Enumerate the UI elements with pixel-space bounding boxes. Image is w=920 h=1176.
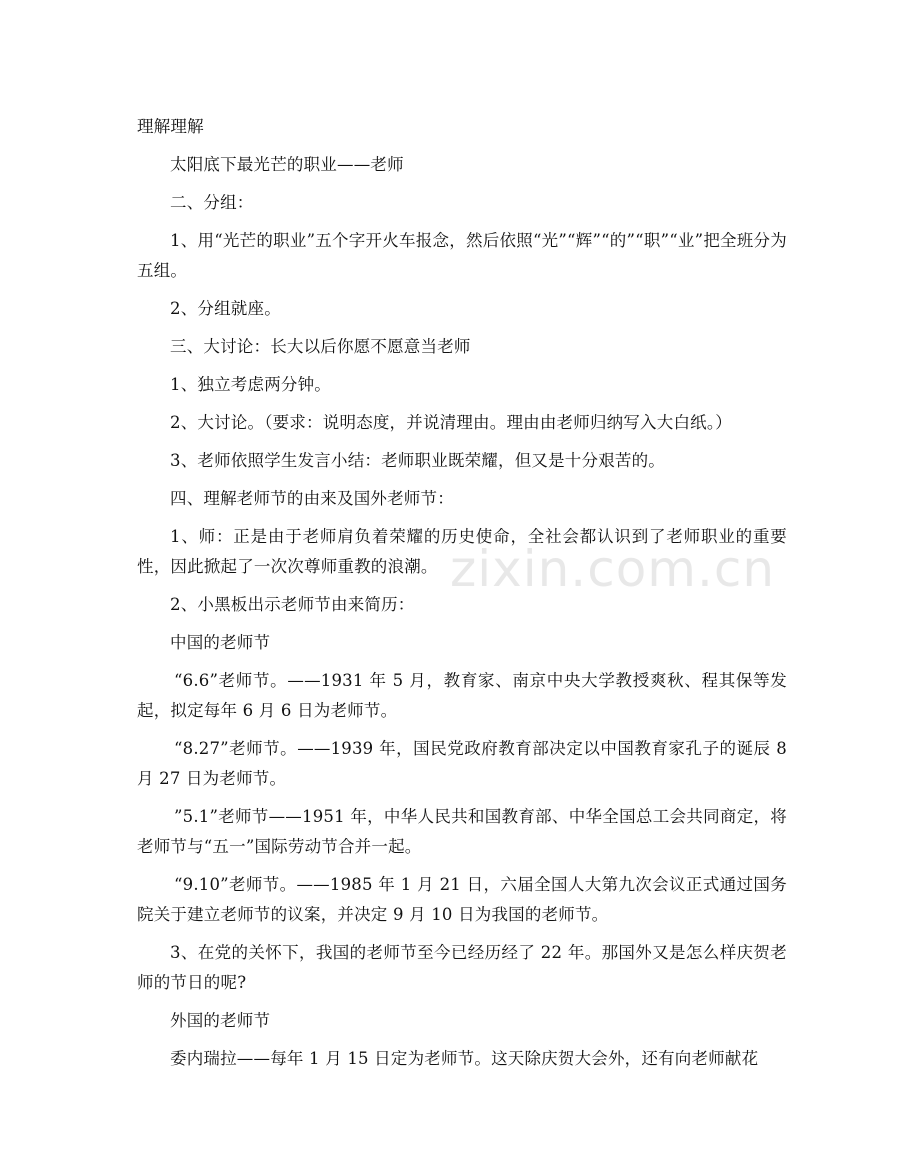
paragraph: 1、独立考虑两分钟。 (170, 375, 331, 394)
paragraph: 太阳底下最光芒的职业——老师 (170, 155, 404, 174)
watermark: zixin.com.cn (450, 540, 776, 598)
paragraph: 1、师：正是由于老师肩负着荣耀的历史使命，全社会都认识到了老师职业的重要性，因此掀起了一次次尊师重教的浪潮。 (137, 527, 787, 576)
paragraph: 2、小黑板出示老师节由来简历： (170, 595, 415, 614)
paragraph: 委内瑞拉——每年 1 月 15 日定为老师节。这天除庆贺大会外，还有向老师献花 (170, 1049, 759, 1068)
paragraph: “6.6”老师节。——1931 年 5 月，教育家、南京中央大学教授爽秋、程其保等发起，拟定每年 6 月 6 日为老师节。 (137, 671, 787, 720)
paragraph: 1、用“光芒的职业”五个字开火车报念，然后依照“光”“辉”“的”“职”“业”把全班分为五组。 (137, 231, 787, 280)
paragraph: 3、老师依照学生发言小结：老师职业既荣耀，但又是十分艰苦的。 (170, 451, 665, 470)
paragraph: 四、理解老师节的由来及国外老师节： (170, 489, 454, 508)
paragraph: 中国的老师节 (170, 633, 271, 652)
paragraph: “9.10”老师节。——1985 年 1 月 21 日，六届全国人大第九次会议正式通过国务院关于建立老师节的议案，并决定 9 月 10 日为我国的老师节。 (137, 875, 787, 924)
paragraph: 2、分组就座。 (170, 299, 281, 318)
paragraph: 外国的老师节 (170, 1011, 271, 1030)
paragraph: 二、分组： (170, 193, 254, 212)
paragraph: 2、大讨论。（要求：说明态度，并说清理由。理由由老师归纳写入大白纸。） (170, 413, 732, 432)
paragraph: 理解理解 (137, 117, 204, 136)
paragraph: “8.27”老师节。——1939 年，国民党政府教育部决定以中国教育家孔子的诞辰 8 月 27 日为老师节。 (137, 739, 787, 788)
paragraph: ”5.1”老师节——1951 年，中华人民共和国教育部、中华全国总工会共同商定，将老师节与“五一”国际劳动节合并一起。 (137, 807, 787, 856)
document-body (137, 112, 787, 1082)
paragraph: 3、在党的关怀下，我国的老师节至今已经历经了 22 年。那国外又是怎么样庆贺老师的节日的呢? (137, 943, 787, 992)
paragraph: 三、大讨论：长大以后你愿不愿意当老师 (170, 337, 471, 356)
